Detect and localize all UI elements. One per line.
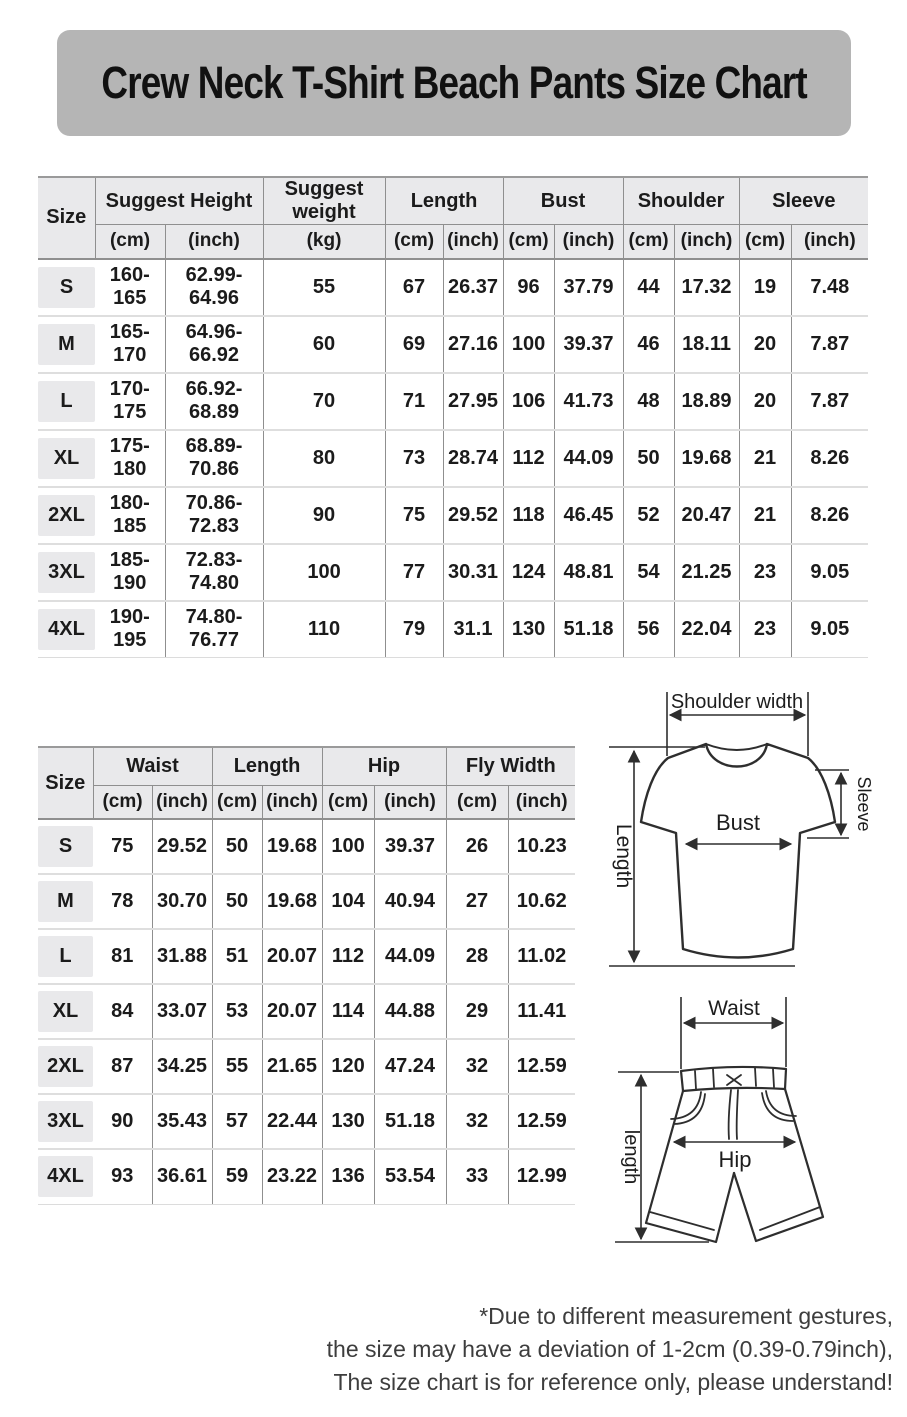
unit-inch: (inch): [791, 225, 868, 259]
value-cell: 19.68: [262, 819, 322, 874]
value-cell: 50: [212, 819, 262, 874]
value-cell: 40.94: [374, 874, 446, 929]
value-cell: 39.37: [374, 819, 446, 874]
disclaimer-line-3: The size chart is for reference only, please understand!: [333, 1369, 893, 1395]
value-cell: 30.70: [152, 874, 212, 929]
disclaimer-line-1: *Due to different measurement gestures,: [479, 1303, 893, 1329]
value-cell: 8.26: [791, 430, 868, 487]
unit-cm: (cm): [385, 225, 443, 259]
column-header-shoulder: Shoulder: [623, 177, 739, 225]
size-cell: [38, 984, 93, 1039]
value-cell: 19.68: [262, 874, 322, 929]
value-cell: 22.04: [674, 601, 739, 658]
column-header-length: Length: [212, 747, 322, 785]
left-pocket: [671, 1092, 705, 1124]
value-cell: 136: [322, 1149, 374, 1204]
value-cell: 68.89-70.86: [165, 430, 263, 487]
size-cell: [38, 316, 95, 373]
size-label: 3XL: [38, 552, 95, 593]
value-cell: 36.61: [152, 1149, 212, 1204]
table-row: [38, 487, 868, 544]
unit-cm: (cm): [623, 225, 674, 259]
size-label: L: [38, 381, 95, 422]
table-row: [38, 1039, 575, 1094]
value-cell: 47.24: [374, 1039, 446, 1094]
value-cell: 180-185: [95, 487, 165, 544]
value-cell: 21.65: [262, 1039, 322, 1094]
size-cell: [38, 544, 95, 601]
value-cell: 52: [623, 487, 674, 544]
value-cell: 70: [263, 373, 385, 430]
value-cell: 90: [263, 487, 385, 544]
value-cell: 55: [212, 1039, 262, 1094]
size-label: XL: [38, 991, 93, 1032]
hip-label: Hip: [718, 1147, 752, 1172]
table-row: [38, 874, 575, 929]
column-header-fly-width: Fly Width: [446, 747, 575, 785]
value-cell: 93: [93, 1149, 152, 1204]
unit-cm: (cm): [739, 225, 791, 259]
value-cell: 130: [503, 601, 554, 658]
unit-cm: (cm): [95, 225, 165, 259]
size-label: 2XL: [38, 495, 95, 536]
value-cell: 64.96-66.92: [165, 316, 263, 373]
column-header-size: Size: [38, 177, 95, 259]
value-cell: 7.87: [791, 316, 868, 373]
value-cell: 78: [93, 874, 152, 929]
value-cell: 79: [385, 601, 443, 658]
value-cell: 53.54: [374, 1149, 446, 1204]
value-cell: 48: [623, 373, 674, 430]
table-row: [38, 929, 575, 984]
column-header-length: Length: [385, 177, 503, 225]
value-cell: 112: [322, 929, 374, 984]
waistband-tick: [695, 1068, 774, 1089]
pants-size-table: [38, 746, 575, 1205]
value-cell: 41.73: [554, 373, 623, 430]
value-cell: 69: [385, 316, 443, 373]
value-cell: 81: [93, 929, 152, 984]
title-banner: [57, 30, 851, 136]
value-cell: 100: [503, 316, 554, 373]
drawstring: [729, 1090, 738, 1139]
unit-cm: (cm): [322, 785, 374, 819]
value-cell: 170-175: [95, 373, 165, 430]
drawstring-knot: [727, 1075, 741, 1085]
value-cell: 11.41: [508, 984, 575, 1039]
value-cell: 20: [739, 373, 791, 430]
value-cell: 110: [263, 601, 385, 658]
value-cell: 29.52: [152, 819, 212, 874]
length-label: length: [620, 1129, 642, 1185]
value-cell: 75: [385, 487, 443, 544]
column-header-size: Size: [38, 747, 93, 819]
value-cell: 53: [212, 984, 262, 1039]
table-row: [38, 544, 868, 601]
unit-cm: (cm): [503, 225, 554, 259]
size-cell: [38, 259, 95, 316]
value-cell: 130: [322, 1094, 374, 1149]
unit-inch: (inch): [554, 225, 623, 259]
unit-inch: (inch): [508, 785, 575, 819]
shorts-measurement-diagram: [595, 985, 907, 1270]
size-label: M: [38, 324, 95, 365]
value-cell: 35.43: [152, 1094, 212, 1149]
value-cell: 59: [212, 1149, 262, 1204]
value-cell: 18.11: [674, 316, 739, 373]
unit-inch: (inch): [374, 785, 446, 819]
value-cell: 32: [446, 1039, 508, 1094]
value-cell: 124: [503, 544, 554, 601]
value-cell: 87: [93, 1039, 152, 1094]
value-cell: 100: [263, 544, 385, 601]
disclaimer-line-2: the size may have a deviation of 1-2cm (0.39-0.79inch),: [326, 1336, 893, 1362]
value-cell: 27: [446, 874, 508, 929]
value-cell: 9.05: [791, 601, 868, 658]
table-row: [38, 984, 575, 1039]
unit-inch: (inch): [165, 225, 263, 259]
column-header-sleeve: Sleeve: [739, 177, 868, 225]
value-cell: 190-195: [95, 601, 165, 658]
value-cell: 185-190: [95, 544, 165, 601]
value-cell: 77: [385, 544, 443, 601]
unit-cm: (cm): [212, 785, 262, 819]
value-cell: 31.88: [152, 929, 212, 984]
size-cell: [38, 874, 93, 929]
value-cell: 21: [739, 487, 791, 544]
tshirt-collar-back: [706, 744, 767, 750]
table-row: [38, 259, 868, 316]
value-cell: 100: [322, 819, 374, 874]
column-header-hip: Hip: [322, 747, 446, 785]
value-cell: 26: [446, 819, 508, 874]
value-cell: 50: [623, 430, 674, 487]
value-cell: 33: [446, 1149, 508, 1204]
size-cell: [38, 1094, 93, 1149]
sleeve-label: Sleeve: [854, 776, 874, 832]
value-cell: 20: [739, 316, 791, 373]
length-label: Length: [612, 823, 635, 889]
value-cell: 44.09: [374, 929, 446, 984]
value-cell: 114: [322, 984, 374, 1039]
value-cell: 37.79: [554, 259, 623, 316]
value-cell: 33.07: [152, 984, 212, 1039]
value-cell: 18.89: [674, 373, 739, 430]
value-cell: 72.83-74.80: [165, 544, 263, 601]
waist-label: Waist: [708, 997, 760, 1020]
value-cell: 11.02: [508, 929, 575, 984]
size-label: 4XL: [38, 609, 95, 650]
table-row: [38, 819, 575, 874]
table-row: [38, 430, 868, 487]
table-row: [38, 373, 868, 430]
value-cell: 175-180: [95, 430, 165, 487]
size-label: 2XL: [38, 1046, 93, 1087]
value-cell: 10.23: [508, 819, 575, 874]
header-unit-row: [38, 225, 868, 259]
header-unit-row: [38, 785, 575, 819]
value-cell: 118: [503, 487, 554, 544]
disclaimer-note: [327, 1300, 893, 1399]
column-header-suggest-weight: Suggest weight: [263, 177, 385, 225]
value-cell: 46: [623, 316, 674, 373]
table-row: [38, 1094, 575, 1149]
value-cell: 120: [322, 1039, 374, 1094]
table-row: [38, 601, 868, 658]
value-cell: 71: [385, 373, 443, 430]
page-title: Crew Neck T-Shirt Beach Pants Size Chart: [101, 57, 807, 108]
value-cell: 51.18: [374, 1094, 446, 1149]
value-cell: 55: [263, 259, 385, 316]
size-label: M: [38, 881, 93, 922]
unit-inch: (inch): [262, 785, 322, 819]
size-cell: [38, 929, 93, 984]
size-cell: [38, 819, 93, 874]
value-cell: 30.31: [443, 544, 503, 601]
size-label: XL: [38, 438, 95, 479]
value-cell: 46.45: [554, 487, 623, 544]
pants-size-table-section: [38, 746, 575, 1205]
pants-table-header: [38, 747, 575, 819]
size-cell: [38, 601, 95, 658]
size-label: S: [38, 267, 95, 308]
size-label: 4XL: [38, 1156, 93, 1197]
unit-inch: (inch): [443, 225, 503, 259]
value-cell: 27.16: [443, 316, 503, 373]
value-cell: 66.92-68.89: [165, 373, 263, 430]
value-cell: 27.95: [443, 373, 503, 430]
size-cell: [38, 430, 95, 487]
value-cell: 106: [503, 373, 554, 430]
unit-inch: (inch): [152, 785, 212, 819]
value-cell: 29.52: [443, 487, 503, 544]
value-cell: 26.37: [443, 259, 503, 316]
value-cell: 60: [263, 316, 385, 373]
value-cell: 80: [263, 430, 385, 487]
value-cell: 44.09: [554, 430, 623, 487]
shoulder-width-label: Shoulder width: [670, 691, 804, 713]
size-label: L: [38, 936, 93, 977]
pants-table-body: [38, 819, 575, 1204]
header-group-row: [38, 747, 575, 785]
value-cell: 67: [385, 259, 443, 316]
table-row: [38, 1149, 575, 1204]
value-cell: 56: [623, 601, 674, 658]
value-cell: 10.62: [508, 874, 575, 929]
size-label: S: [38, 826, 93, 867]
tshirt-outline: [641, 744, 835, 958]
value-cell: 48.81: [554, 544, 623, 601]
value-cell: 19.68: [674, 430, 739, 487]
unit-kg: (kg): [263, 225, 385, 259]
value-cell: 7.87: [791, 373, 868, 430]
shirt-size-table-section: [38, 176, 868, 658]
value-cell: 17.32: [674, 259, 739, 316]
value-cell: 160-165: [109, 264, 150, 309]
value-cell: 34.25: [152, 1039, 212, 1094]
value-cell: 23: [739, 544, 791, 601]
size-cell: [38, 1039, 93, 1094]
value-cell: 51.18: [554, 601, 623, 658]
shirt-table-body: [38, 259, 868, 658]
value-cell: 104: [322, 874, 374, 929]
value-cell: 22.44: [262, 1094, 322, 1149]
value-cell: 112: [503, 430, 554, 487]
value-cell: 84: [93, 984, 152, 1039]
value-cell: 51: [212, 929, 262, 984]
value-cell: 8.26: [791, 487, 868, 544]
value-cell: 28: [446, 929, 508, 984]
shirt-table-header: [38, 177, 868, 259]
header-group-row: [38, 177, 868, 225]
value-cell: 20.07: [262, 929, 322, 984]
value-cell: 7.48: [791, 259, 868, 316]
value-cell: 23: [739, 601, 791, 658]
value-cell: 73: [385, 430, 443, 487]
unit-cm: (cm): [93, 785, 152, 819]
value-cell: 96: [503, 259, 554, 316]
column-header-bust: Bust: [503, 177, 623, 225]
value-cell: 20.47: [674, 487, 739, 544]
shirt-size-table: [38, 176, 868, 658]
value-cell: 70.86-72.83: [165, 487, 263, 544]
value-cell: 29: [446, 984, 508, 1039]
table-row: [38, 316, 868, 373]
value-cell: 62.99-64.96: [165, 259, 263, 316]
value-cell: 75: [111, 835, 134, 857]
bust-label: Bust: [715, 810, 761, 835]
tshirt-measurement-diagram: [595, 678, 907, 985]
value-cell: 39.37: [554, 316, 623, 373]
value-cell: 9.05: [791, 544, 868, 601]
size-cell: [38, 487, 95, 544]
value-cell: 21: [739, 430, 791, 487]
value-cell: 12.99: [508, 1149, 575, 1204]
size-label: 3XL: [38, 1101, 93, 1142]
value-cell: 50: [212, 874, 262, 929]
unit-inch: (inch): [674, 225, 739, 259]
value-cell: 44.88: [374, 984, 446, 1039]
value-cell: 31.1: [443, 601, 503, 658]
value-cell: 12.59: [508, 1094, 575, 1149]
value-cell: 28.74: [443, 430, 503, 487]
value-cell: 21.25: [674, 544, 739, 601]
value-cell: 12.59: [508, 1039, 575, 1094]
value-cell: 57: [212, 1094, 262, 1149]
value-cell: 165-170: [95, 316, 165, 373]
column-header-suggest-height: Suggest Height: [95, 177, 263, 225]
column-header-waist: Waist: [93, 747, 212, 785]
value-cell: 74.80-76.77: [165, 601, 263, 658]
value-cell: 23.22: [262, 1149, 322, 1204]
value-cell: 19: [739, 259, 791, 316]
value-cell: 44: [623, 259, 674, 316]
value-cell: 32: [446, 1094, 508, 1149]
size-cell: [38, 373, 95, 430]
value-cell: 54: [623, 544, 674, 601]
value-cell: 90: [93, 1094, 152, 1149]
unit-cm: (cm): [446, 785, 508, 819]
size-cell: [38, 1149, 93, 1204]
value-cell: 20.07: [262, 984, 322, 1039]
right-cuff: [760, 1207, 820, 1230]
